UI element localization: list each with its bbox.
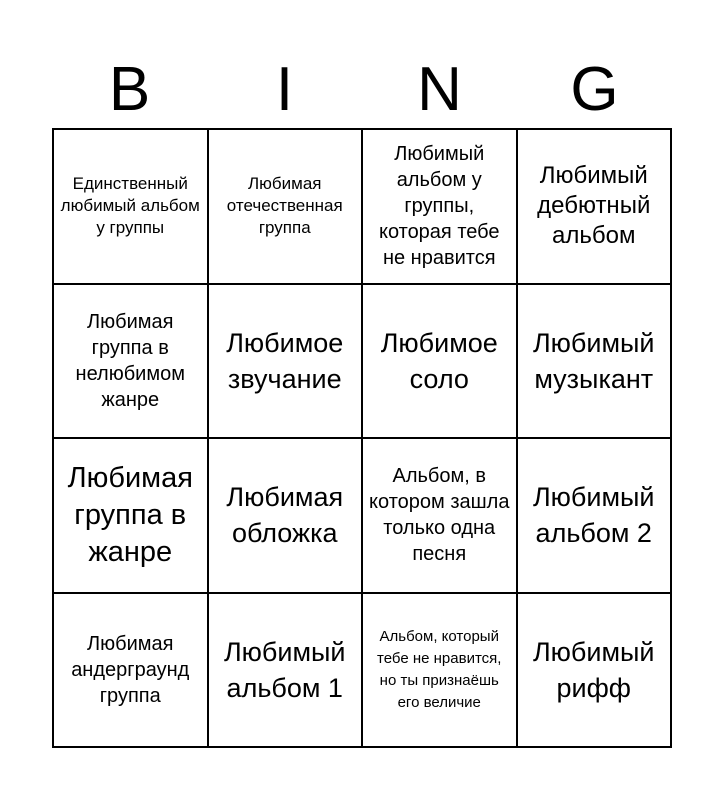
cell-text: Любимая андерграунд группа	[71, 632, 190, 707]
bingo-cell-r4c1[interactable]	[54, 594, 209, 749]
cell-text: Альбом, который тебе не нравится, но ты признаёшь его величие	[377, 627, 502, 711]
cell-text: Любимая обложка	[226, 482, 344, 549]
cell-text: Единственный любимый альбом у группы	[60, 174, 200, 238]
bingo-cell-r4c4[interactable]	[518, 594, 673, 749]
header-letter-i: I	[275, 55, 294, 124]
bingo-cell-r3c3[interactable]	[363, 439, 518, 594]
cell-text: Любимый дебютный альбом	[537, 162, 651, 250]
bingo-cell-r1c3[interactable]	[363, 130, 518, 285]
cell-text: Любимая группа в нелюбимом жанре	[75, 310, 185, 411]
bingo-cell-r1c2[interactable]	[209, 130, 364, 285]
cell-text: Альбом, в котором зашла только одна песня	[369, 465, 510, 566]
cell-text: Любимый альбом у группы, которая тебе не нравится	[378, 143, 500, 270]
cell-text: Любимое соло	[380, 327, 498, 394]
cell-text: Любимый рифф	[532, 636, 655, 703]
bingo-cell-r4c3[interactable]	[363, 594, 518, 749]
header-letter-g: G	[570, 55, 619, 124]
bingo-cell-r3c1[interactable]	[54, 439, 209, 594]
header-letter-b: B	[108, 55, 151, 124]
bingo-cell-r1c1[interactable]	[54, 130, 209, 285]
cell-text: Любимая группа в жанре	[67, 461, 193, 568]
cell-text: Любимое звучание	[226, 327, 344, 394]
bingo-cell-r3c2[interactable]	[209, 439, 364, 594]
cell-text: Любимый альбом 1	[223, 636, 346, 703]
bingo-cell-r1c4[interactable]	[518, 130, 673, 285]
bingo-cell-r2c4[interactable]	[518, 285, 673, 440]
header-letter-n: N	[417, 55, 462, 124]
bingo-header	[52, 52, 672, 128]
bingo-cell-r2c3[interactable]	[363, 285, 518, 440]
bingo-cell-r4c2[interactable]	[209, 594, 364, 749]
bingo-cell-r2c1[interactable]	[54, 285, 209, 440]
bingo-grid	[52, 128, 672, 748]
cell-text: Любимый музыкант	[532, 327, 655, 394]
cell-text: Любимый альбом 2	[532, 482, 655, 549]
cell-text: Любимая отечественная группа	[226, 174, 343, 238]
bingo-cell-r3c4[interactable]	[518, 439, 673, 594]
bingo-cell-r2c2[interactable]	[209, 285, 364, 440]
